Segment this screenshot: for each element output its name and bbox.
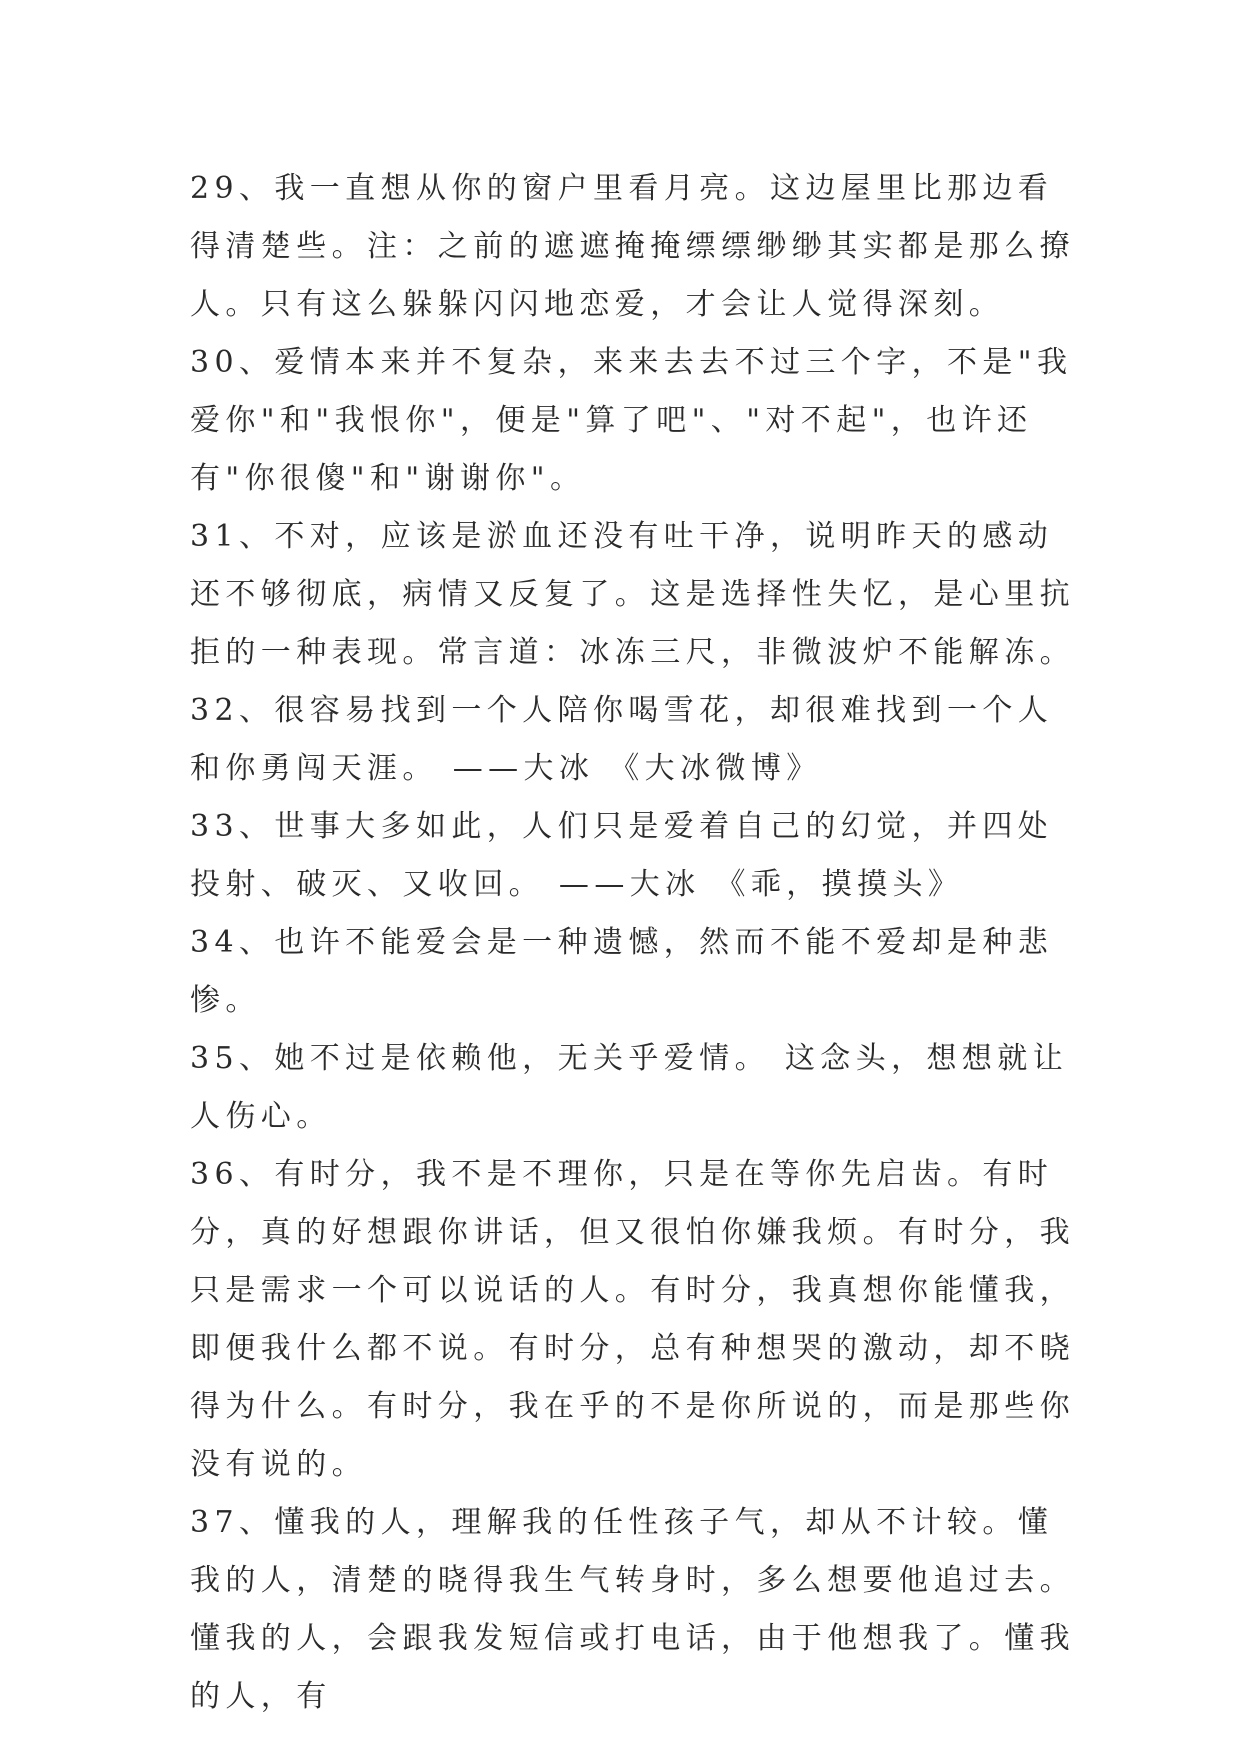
- paragraph-29: 29、我一直想从你的窗户里看月亮。这边屋里比那边看得清楚些。注：之前的遮遮掩掩缥缥缈缈其实都是那么撩人。只有这么躲躲闪闪地恋爱，才会让人觉得深刻。: [190, 171, 1075, 322]
- paragraph-33: 33、世事大多如此，人们只是爱着自己的幻觉，并四处投射、破灭、又收回。 ——大冰 《乖，摸摸头》: [190, 809, 1054, 902]
- paragraph-37: 37、懂我的人，理解我的任性孩子气，却从不计较。懂我的人，清楚的晓得我生气转身时，多么想要他追过去。懂我的人，会跟我发短信或打电话，由于他想我了。懂我的人，有: [190, 1505, 1075, 1714]
- paragraph-36: 36、有时分，我不是不理你，只是在等你先启齿。有时分，真的好想跟你讲话，但又很怕你嫌我烦。有时分，我只是需求一个可以说话的人。有时分，我真想你能懂我，即便我什么都不说。有时分，总有种想哭的激动，却不晓得为什么。有时分，我在乎的不是你所说的，而是那些你没有说的。: [190, 1157, 1075, 1482]
- paragraph-34: 34、也许不能爱会是一种遗憾，然而不能不爱却是种悲惨。: [190, 925, 1054, 1018]
- document-body: [190, 160, 1080, 1726]
- paragraph-31: 31、不对，应该是淤血还没有吐干净，说明昨天的感动还不够彻底，病情又反复了。这是选择性失忆，是心里抗拒的一种表现。常言道：冰冻三尺，非微波炉不能解冻。: [190, 519, 1075, 670]
- paragraph-35: 35、她不过是依赖他，无关乎爱情。 这念头，想想就让人伤心。: [190, 1041, 1069, 1134]
- paragraph-32: 32、很容易找到一个人陪你喝雪花，却很难找到一个人和你勇闯天涯。 ——大冰 《大冰微博》: [190, 693, 1054, 786]
- paragraph-30: 30、爱情本来并不复杂，来来去去不过三个字，不是"我爱你"和"我恨你"，便是"算了吧"、"对不起"，也许还有"你很傻"和"谢谢你"。: [190, 345, 1073, 496]
